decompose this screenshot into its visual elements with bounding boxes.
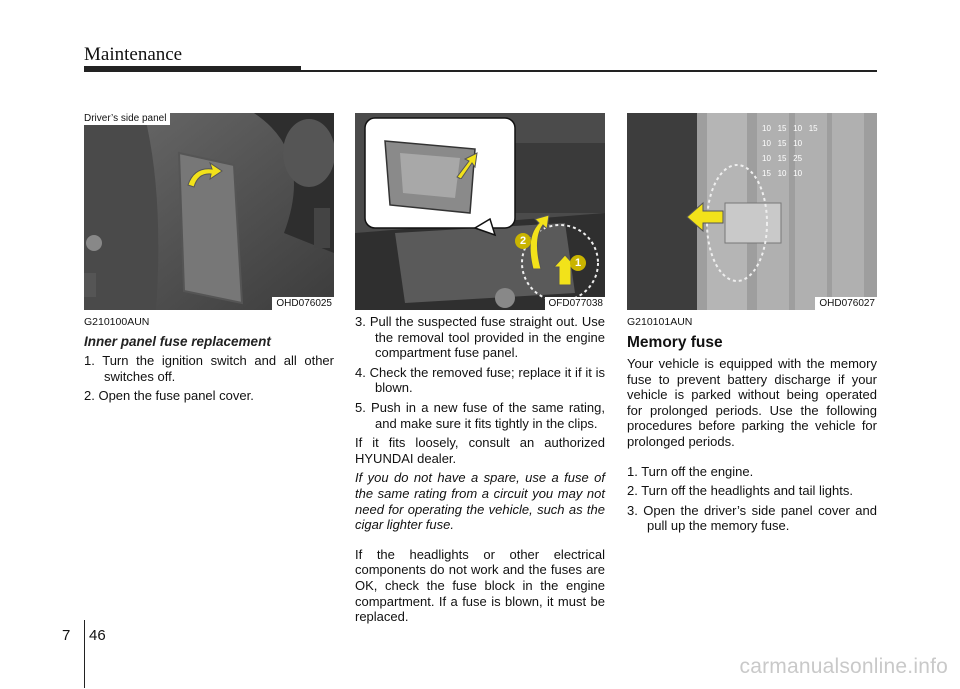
fuse-rating-labels — [762, 121, 877, 181]
chapter-number: 7 — [62, 627, 71, 644]
step-item: 4. Check the removed fuse; replace it if it is blown. — [355, 364, 605, 396]
fuse-rating-label: 10 — [793, 124, 803, 133]
step-item: 2. Turn off the headlights and tail lights. — [627, 483, 853, 499]
fuse-rating-label: 15 — [777, 124, 787, 133]
step-item: 2. Open the fuse panel cover. — [84, 388, 254, 404]
lift-cover-arrow-icon — [453, 151, 479, 179]
figure-code-ohd076027: OHD076027 — [815, 297, 877, 310]
step-item: 5. Push in a new fuse of the same rating, and make sure it fits tightly in the clips. — [355, 399, 605, 431]
page-number: 46 — [89, 627, 106, 644]
memory-fuse-paragraph: Your vehicle is equipped with the memory fuse to prevent battery discharge if your vehicle is parked without being operated for prolonged periods. Use the following procedures before parking the vehicle for prolonged periods. — [627, 356, 877, 449]
dealer-note: If it fits loosely, consult an authorized HYUNDAI dealer. — [355, 435, 605, 466]
middle-column — [355, 314, 605, 625]
figure-code-ofd077038: OFD077038 — [545, 297, 605, 310]
section-code: G210100AUN — [84, 316, 150, 328]
subheading-inner-panel: Inner panel fuse replacement — [84, 334, 271, 349]
fuse-rating-label: 15 — [762, 169, 771, 178]
fuse-rating-label: 15 — [777, 139, 787, 148]
fuse-rating-label: 10 — [793, 169, 803, 178]
drivers-side-panel-photo — [84, 113, 334, 310]
headlights-paragraph: If the headlights or other electrical components do not work and the fuses are OK, check the fuse block in the engine compartment. If a fuse is blown, it must be replaced. — [355, 546, 605, 625]
figure-drivers-side-panel — [84, 113, 334, 310]
fuse-rating-label: 10 — [762, 124, 771, 133]
memory-fuse-arrow-icon — [685, 201, 725, 233]
fuse-rating-label: 10 — [777, 169, 787, 178]
step-item: 1. Turn the ignition switch and all other switches off. — [84, 353, 334, 384]
fuse-rating-label: 10 — [762, 139, 771, 148]
right-column — [627, 316, 877, 534]
section-code: G210101AUN — [627, 316, 693, 328]
left-column — [84, 316, 334, 404]
header-rule-thick — [84, 66, 301, 72]
fuse-rating-label: 10 — [793, 139, 803, 148]
fuse-rating-label: 15 — [777, 154, 787, 163]
fuse-rating-label: 25 — [793, 154, 803, 163]
step-item: 3. Pull the suspected fuse straight out. Use the removal tool provided in the engine compartment fuse panel. — [355, 314, 605, 361]
step-item: 1. Turn off the engine. — [627, 463, 754, 479]
step-two-badge: 2 — [515, 233, 531, 249]
memory-fuse-heading: Memory fuse — [627, 334, 723, 351]
header-rule-thin — [301, 70, 877, 72]
fuse-rating-label: 15 — [808, 124, 818, 133]
figure-code-ohd076025: OHD076025 — [272, 297, 334, 310]
panel-label: Driver’s side panel — [84, 113, 170, 125]
spare-fuse-note: If you do not have a spare, use a fuse of the same rating from a circuit you may not need for operating the vehicle, such as the cigar lighter fuse. — [355, 470, 605, 533]
pull-arrow-icon — [184, 161, 224, 191]
fuse-rating-label: 10 — [762, 154, 771, 163]
step-item: 3. Open the driver’s side panel cover and pull up the memory fuse. — [627, 502, 877, 534]
figure-engine-fuse-box — [355, 113, 605, 310]
step-one-badge: 1 — [570, 255, 586, 271]
watermark: carmanualsonline.info — [739, 655, 948, 678]
section-title: Maintenance — [84, 44, 183, 65]
figure-memory-fuse-panel — [627, 113, 877, 310]
footer-divider — [84, 620, 85, 688]
